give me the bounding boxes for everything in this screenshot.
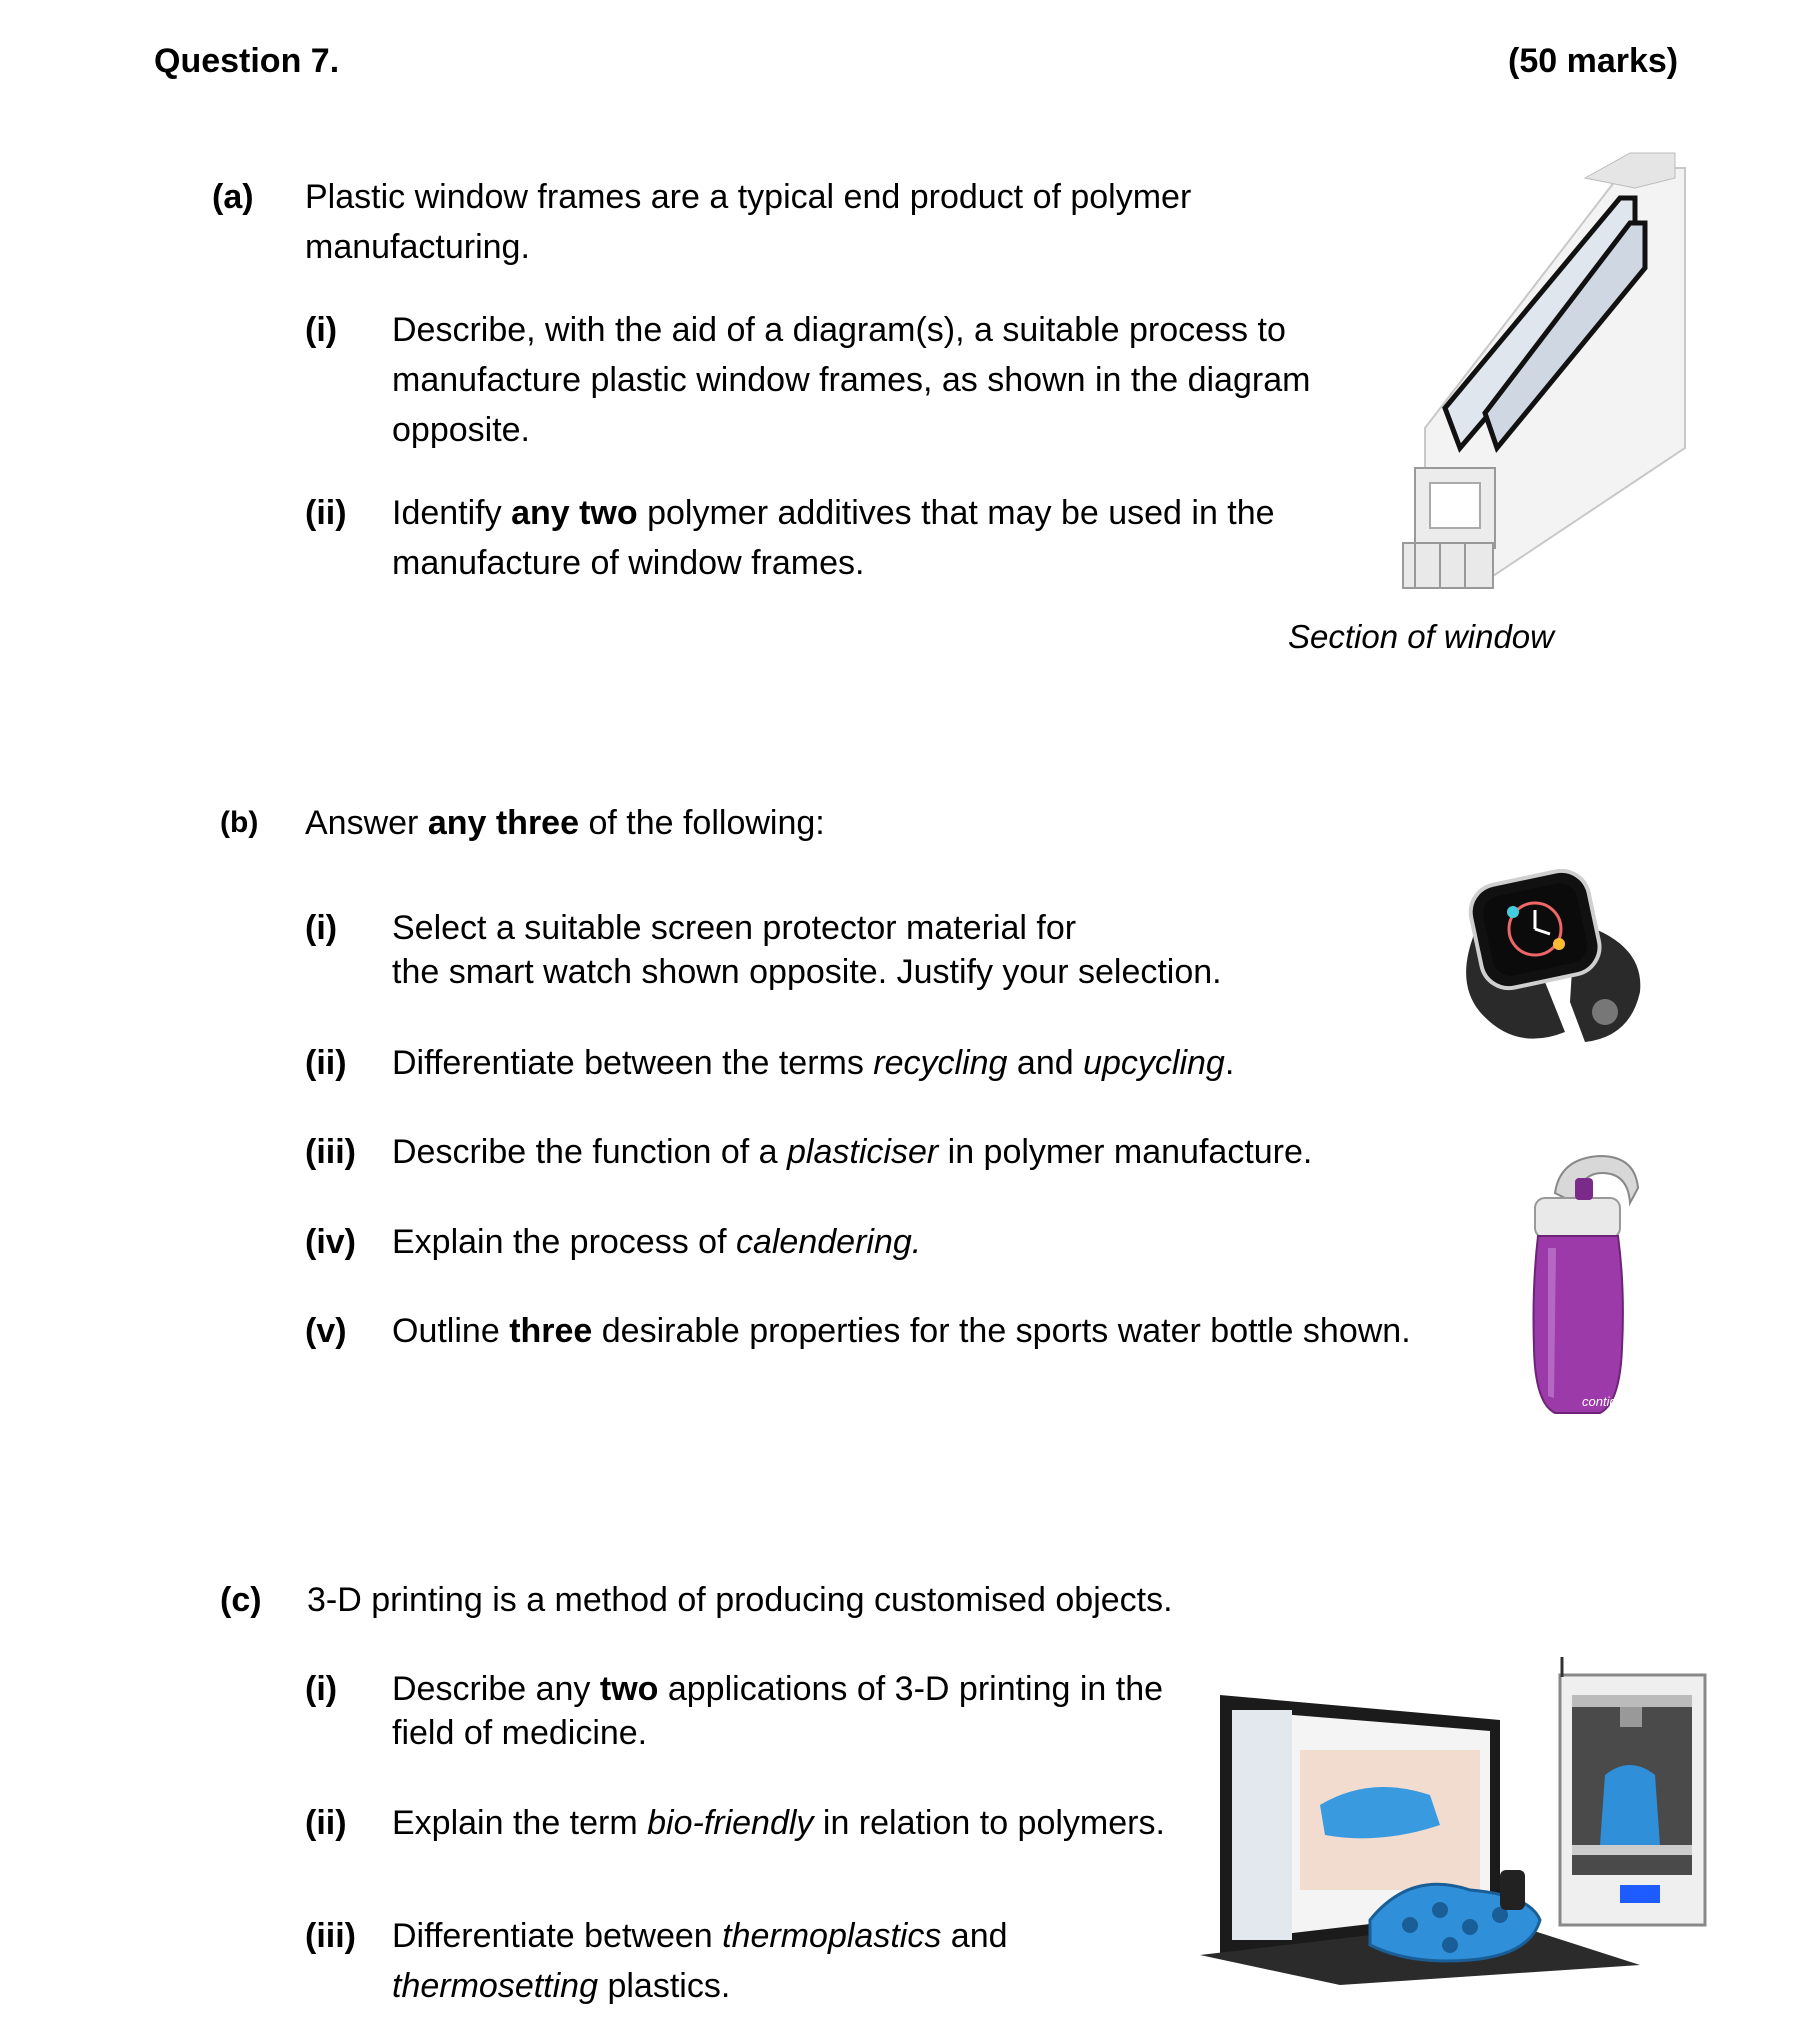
part-a-i-line2: manufacture plastic window frames, as shown in the diagram bbox=[392, 361, 1311, 399]
part-b-v-label: (v) bbox=[305, 1312, 347, 1350]
window-profile-base bbox=[1403, 543, 1493, 588]
part-a-label: (a) bbox=[212, 178, 254, 216]
printer-display bbox=[1620, 1885, 1660, 1903]
window-section-image bbox=[1385, 148, 1690, 598]
part-b-label: (b) bbox=[220, 806, 259, 839]
bottle-handle bbox=[1555, 1156, 1638, 1203]
smart-watch-image bbox=[1455, 862, 1650, 1057]
part-c-i-label: (i) bbox=[305, 1670, 338, 1708]
part-a-i-label: (i) bbox=[305, 311, 338, 349]
part-a-ii-line2: manufacture of window frames. bbox=[392, 544, 865, 582]
part-a-line2: manufacturing. bbox=[305, 228, 530, 266]
laptop-sidebar bbox=[1232, 1710, 1292, 1940]
part-c-iii-label: (iii) bbox=[305, 1917, 356, 1955]
bottle-lid bbox=[1535, 1198, 1620, 1238]
question-title: Question 7. bbox=[154, 42, 340, 80]
part-b-iii-label: (iii) bbox=[305, 1133, 356, 1171]
part-b-iv-text: Explain the process of calendering. bbox=[392, 1223, 922, 1261]
part-c-iii-line2: thermosetting plastics. bbox=[392, 1967, 731, 2005]
printer-gantry bbox=[1572, 1695, 1692, 1707]
part-c-i-line1: Describe any two applications of 3-D printing in the bbox=[392, 1670, 1164, 1708]
part-b-ii-label: (ii) bbox=[305, 1044, 347, 1082]
bottle-spout bbox=[1575, 1178, 1593, 1200]
watch-complication-2 bbox=[1553, 938, 1565, 950]
part-c-intro: 3-D printing is a method of producing customised objects. bbox=[307, 1581, 1173, 1619]
3d-printing-image bbox=[1200, 1655, 1735, 1985]
part-a-i-line3: opposite. bbox=[392, 411, 530, 449]
printer-nozzle bbox=[1620, 1707, 1642, 1727]
part-b-intro: Answer any three of the following: bbox=[305, 804, 825, 842]
part-b-v-text: Outline three desirable properties for the sports water bottle shown. bbox=[392, 1312, 1411, 1350]
printer-print-object bbox=[1600, 1765, 1660, 1845]
part-c-ii-text: Explain the term bio-friendly in relation to polymers. bbox=[392, 1804, 1165, 1842]
window-caption: Section of window bbox=[1288, 618, 1554, 655]
cast-buckle bbox=[1500, 1870, 1525, 1910]
watch-strap-pin bbox=[1592, 999, 1618, 1025]
part-b-iv-label: (iv) bbox=[305, 1223, 356, 1261]
part-a-i-line1: Describe, with the aid of a diagram(s), a suitable process to bbox=[392, 311, 1286, 349]
bottle-body bbox=[1534, 1236, 1623, 1413]
window-profile-inner bbox=[1430, 483, 1480, 528]
part-c-iii-line1: Differentiate between thermoplastics and bbox=[392, 1917, 1008, 1955]
bottle-brand: contigo bbox=[1582, 1394, 1624, 1409]
part-b-i-line2: the smart watch shown opposite. Justify your selection. bbox=[392, 953, 1222, 991]
part-a-line1: Plastic window frames are a typical end product of polymer bbox=[305, 178, 1192, 216]
printer-bed bbox=[1572, 1845, 1692, 1855]
part-c-i-line2: field of medicine. bbox=[392, 1714, 648, 1752]
watch-complication-1 bbox=[1507, 906, 1519, 918]
part-b-ii-text: Differentiate between the terms recycling and upcycling. bbox=[392, 1044, 1235, 1082]
question-marks: (50 marks) bbox=[1508, 42, 1679, 80]
part-a-ii-label: (ii) bbox=[305, 494, 347, 532]
part-b-iii-text: Describe the function of a plasticiser in polymer manufacture. bbox=[392, 1133, 1313, 1171]
part-a-ii-line1: Identify any two polymer additives that may be used in the bbox=[392, 494, 1275, 532]
part-b-i-line1: Select a suitable screen protector material for bbox=[392, 909, 1077, 947]
part-c-ii-label: (ii) bbox=[305, 1804, 347, 1842]
part-b-i-label: (i) bbox=[305, 909, 338, 947]
water-bottle-image bbox=[1520, 1148, 1650, 1423]
part-c-label: (c) bbox=[220, 1581, 262, 1619]
